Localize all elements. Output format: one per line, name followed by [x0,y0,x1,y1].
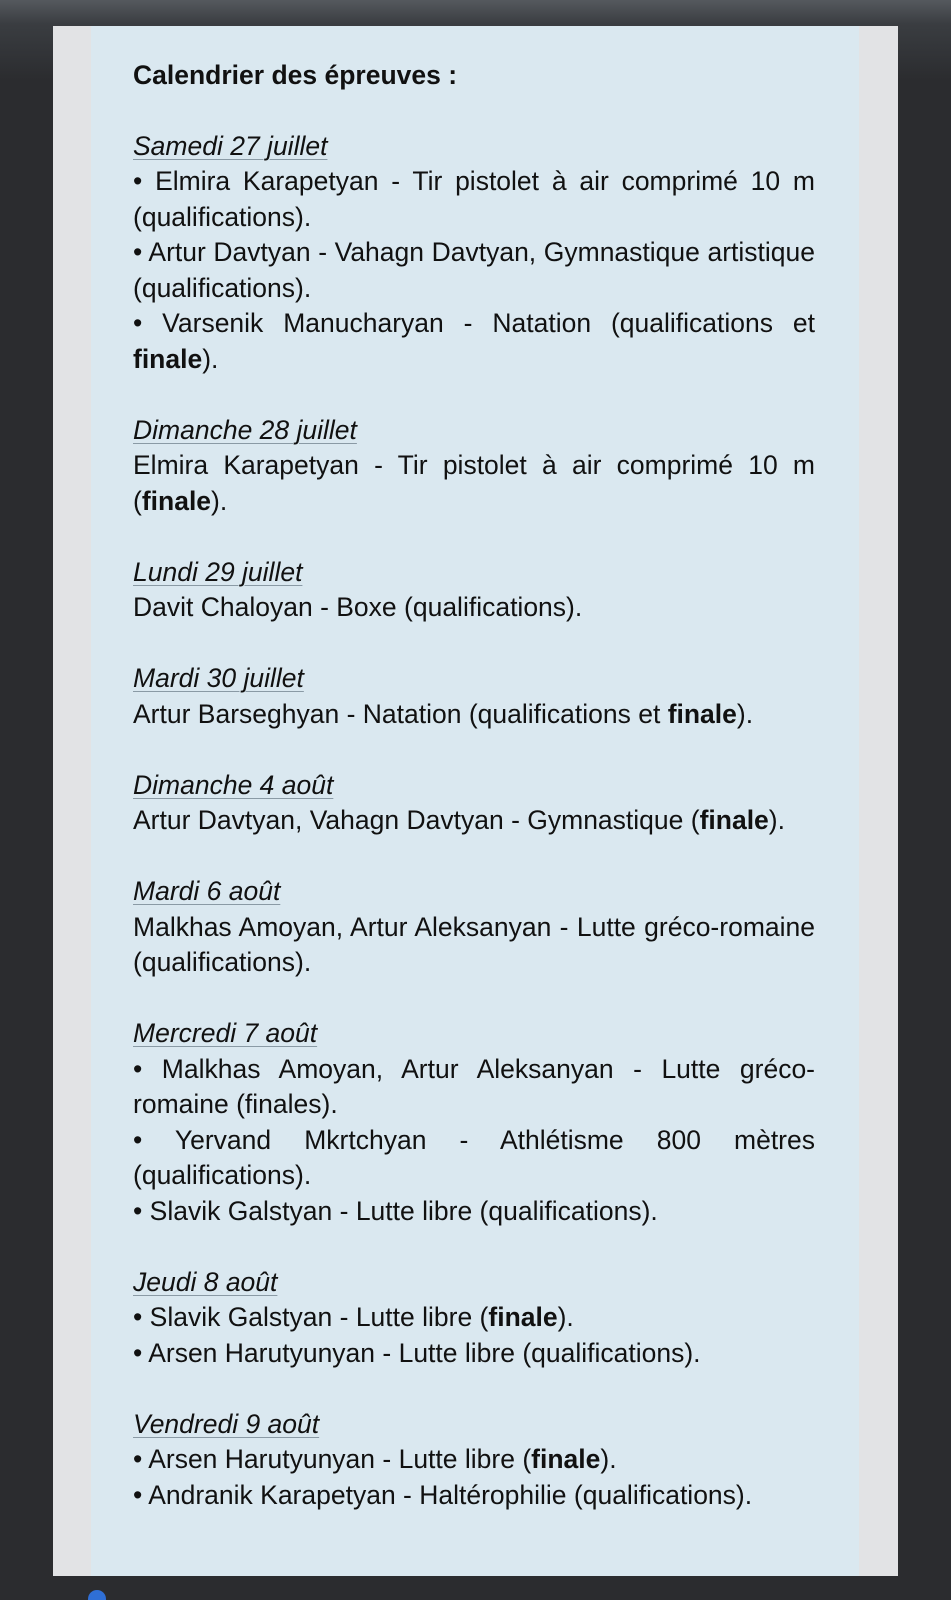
day-block [133,1407,815,1514]
event-text: Yervand Mkrtchyan - Athlétisme 800 mètres (qualifications). [133,1124,815,1190]
day-title: Mardi 30 juillet [133,663,304,693]
schedule-heading: Calendrier des épreuves : [133,60,458,90]
event-text: Artur Davtyan, Vahagn Davtyan - Gymnastique ( [133,805,700,835]
day-block [133,874,815,981]
day-title: Dimanche 28 juillet [133,414,357,445]
event-text: Arsen Harutyunyan - Lutte libre ( [148,1444,532,1474]
event-highlight: finale [133,343,203,374]
event-suffix: ). [202,343,219,374]
event-highlight: finale [699,805,769,835]
event-text: Malkhas Amoyan, Artur Aleksanyan - Lutte gréco-romaine (qualifications). [133,911,815,977]
event-suffix: ). [600,1444,617,1474]
bullet-icon: • [133,1053,162,1084]
day-block [133,768,815,839]
event-text: Malkhas Amoyan, Artur Aleksanyan - Lutte gréco-romaine (finales). [133,1053,816,1119]
event-highlight: finale [488,1302,558,1332]
bullet-icon: • [133,1444,149,1474]
event-entry [133,1478,815,1514]
day-block [133,1016,815,1229]
days-list [133,129,815,1514]
day-block [133,555,815,626]
event-entry [133,448,815,519]
event-text: Elmira Karapetyan - Tir pistolet à air comprimé 10 m (qualifications). [133,166,815,232]
bullet-icon: • [133,1479,149,1510]
event-suffix: ). [768,805,785,835]
event-entry [133,1123,815,1194]
event-suffix: ). [211,485,228,516]
event-highlight: finale [667,698,737,729]
day-block [133,1265,815,1372]
event-text: Arsen Harutyunyan - Lutte libre (qualifications). [148,1337,701,1368]
event-entry [133,697,815,733]
event-entry [133,803,815,839]
day-title: Mardi 6 août [133,876,281,906]
day-title: Jeudi 8 août [133,1266,278,1297]
bullet-icon: • [133,1124,175,1155]
event-entry [133,164,815,235]
bullet-icon: • [133,1195,150,1226]
event-text: Slavik Galstyan - Lutte libre (qualifications). [149,1195,658,1226]
event-entry [133,306,815,377]
event-entry [133,1052,815,1123]
event-text: Varsenik Manucharyan - Natation (qualifications et [162,308,815,338]
day-title: Samedi 27 juillet [133,130,328,161]
event-text: Elmira Karapetyan - Tir pistolet à air comprimé 10 m ( [133,450,815,516]
event-text: Andranik Karapetyan - Haltérophilie (qualifications). [148,1479,753,1510]
event-entry [133,910,815,981]
schedule-article [133,58,815,1549]
day-block [133,661,815,732]
event-entry [133,1194,815,1230]
day-block [133,413,815,520]
content-panel [91,26,859,1576]
event-highlight: finale [531,1444,601,1474]
event-entry [133,590,815,626]
event-entry [133,1442,815,1478]
event-suffix: ). [557,1302,574,1332]
day-title: Dimanche 4 août [133,769,334,800]
bullet-icon: • [133,1337,149,1368]
event-entry [133,1336,815,1372]
page-frame [53,26,898,1576]
bullet-icon: • [133,1302,150,1332]
event-text: Slavik Galstyan - Lutte libre ( [149,1302,489,1332]
day-title: Mercredi 7 août [133,1018,318,1048]
event-entry [133,235,815,306]
event-entry [133,1300,815,1336]
event-text: Artur Barseghyan - Natation (qualifications et [133,698,668,729]
event-text: Davit Chaloyan - Boxe (qualifications). [133,592,583,622]
bottom-toolbar [0,1576,951,1600]
day-title: Vendredi 9 août [133,1408,320,1439]
day-title: Lundi 29 juillet [133,556,303,587]
event-highlight: finale [141,485,212,516]
event-suffix: ). [736,698,754,729]
bullet-icon: • [133,237,149,267]
bullet-icon: • [133,308,163,338]
event-text: Artur Davtyan - Vahagn Davtyan, Gymnastique artistique (qualifications). [133,237,815,303]
bullet-icon: • [133,166,156,196]
day-block [133,129,815,378]
